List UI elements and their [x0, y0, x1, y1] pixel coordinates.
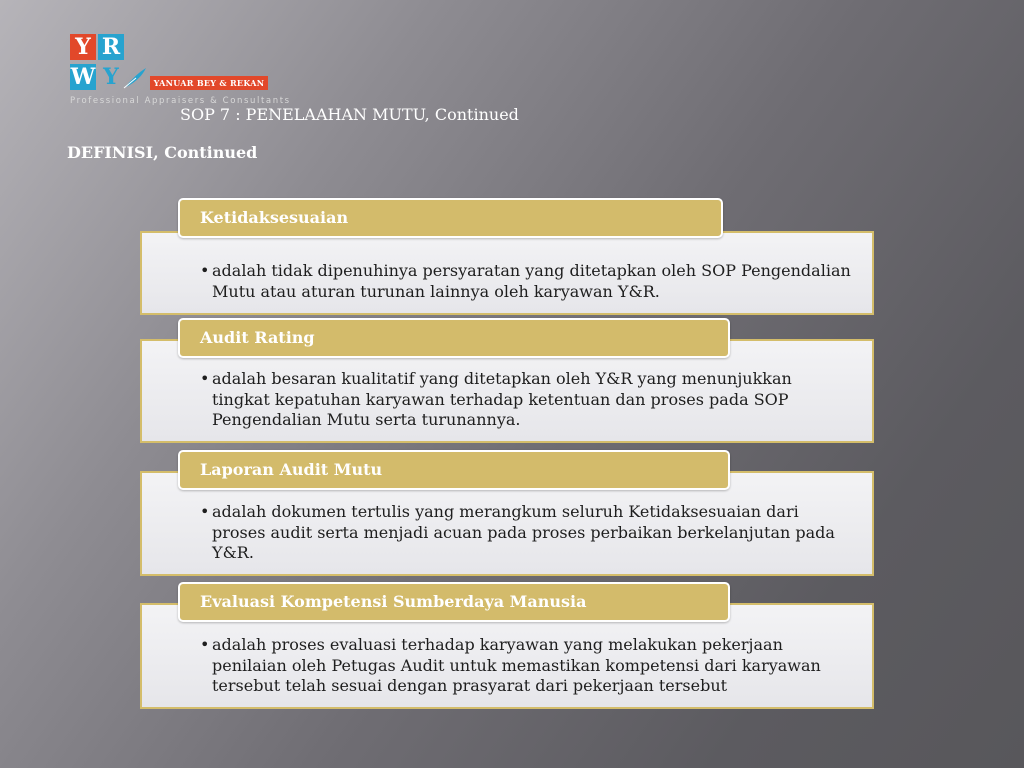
bullet-point: •	[200, 502, 210, 521]
section-title: DEFINISI, Continued	[67, 143, 258, 162]
definition-term: Ketidaksesuaian	[178, 198, 723, 238]
logo-letter-w: W	[70, 64, 96, 90]
definition-card-evaluasi-kompetensi	[140, 582, 874, 709]
logo-letter-y: Y	[70, 34, 96, 60]
definition-term: Audit Rating	[178, 318, 730, 358]
definition-card-audit-rating	[140, 318, 874, 443]
logo-letter-r: R	[98, 34, 124, 60]
definition-text	[200, 369, 852, 431]
definition-term: Evaluasi Kompetensi Sumberdaya Manusia	[178, 582, 730, 622]
logo-firm-name: YANUAR BEY & REKAN	[150, 76, 268, 90]
definition-text	[200, 502, 852, 564]
slide-title: SOP 7 : PENELAAHAN MUTU, Continued	[180, 105, 519, 124]
company-logo	[70, 34, 300, 114]
definition-term: Laporan Audit Mutu	[178, 450, 730, 490]
definition-text-content: adalah besaran kualitatif yang ditetapkan oleh Y&R yang menunjukkan tingkat kepatuhan karyawan terhadap ketentuan dan proses pada SOP Pengendalian Mutu serta turunannya.	[212, 369, 792, 429]
definition-card-laporan-audit-mutu	[140, 450, 874, 576]
definition-card-body	[140, 231, 874, 315]
definition-text-content: adalah tidak dipenuhinya persyaratan yang ditetapkan oleh SOP Pengendalian Mutu atau aturan turunan lainnya oleh karyawan Y&R.	[212, 261, 851, 301]
logo-tagline: Professional Appraisers & Consultants	[70, 96, 291, 106]
definition-text-content: adalah dokumen tertulis yang merangkum seluruh Ketidaksesuaian dari proses audit serta menjadi acuan pada proses perbaikan berkelanjutan pada Y&R.	[212, 502, 835, 562]
definition-text-content: adalah proses evaluasi terhadap karyawan yang melakukan pekerjaan penilaian oleh Petugas Audit untuk memastikan kompetensi dari karyawan tersebut telah sesuai dengan prasyarat dari pekerjaan tersebut	[212, 635, 821, 695]
logo-letter-y2: Y	[103, 64, 119, 90]
feather-icon	[122, 66, 148, 90]
bullet-point: •	[200, 635, 210, 654]
bullet-point: •	[200, 369, 210, 388]
definition-text	[200, 635, 852, 697]
bullet-point: •	[200, 261, 210, 280]
definition-text	[200, 261, 852, 302]
definition-card-ketidaksesuaian	[140, 198, 874, 315]
